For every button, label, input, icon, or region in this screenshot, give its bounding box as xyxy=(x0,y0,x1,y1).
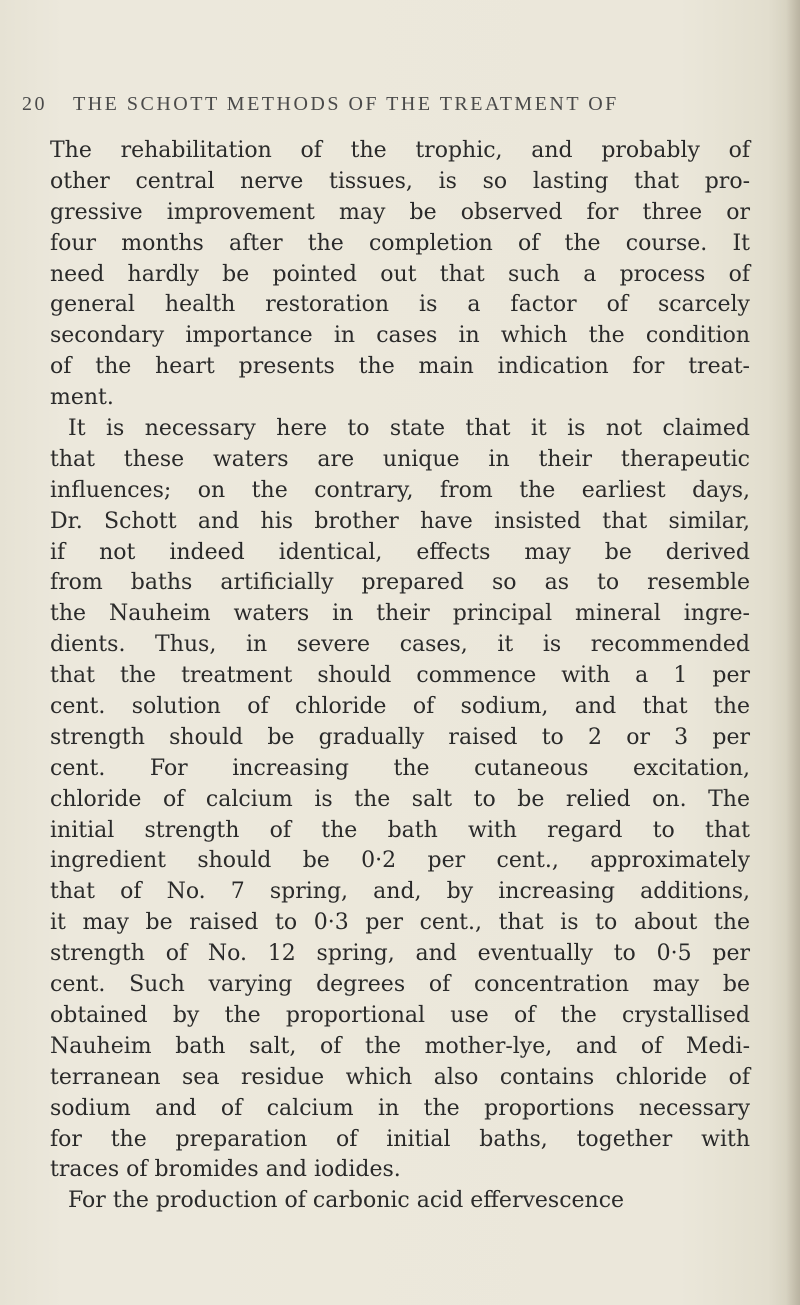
text-line: strength of No. 12 spring, and eventually to 0·5 per xyxy=(50,941,750,967)
text-line: cent. solution of chloride of sodium, and that the xyxy=(50,694,750,720)
text-line: Nauheim bath salt, of the mother-lye, and of Medi- xyxy=(50,1033,750,1059)
text-line: strength should be gradually raised to 2 or 3 per xyxy=(50,724,750,750)
text-line: for the preparation of initial baths, together with xyxy=(50,1126,750,1152)
text-line: ingredient should be 0·2 per cent., approximately xyxy=(50,848,750,874)
text-line: influences; on the contrary, from the earliest days, xyxy=(50,477,750,503)
text-line: chloride of calcium is the salt to be relied on. The xyxy=(50,786,750,812)
text-line: it may be raised to 0·3 per cent., that is to about the xyxy=(50,910,750,936)
text-line: Dr. Schott and his brother have insisted that similar, xyxy=(50,508,750,534)
text-line: terranean sea residue which also contains chloride of xyxy=(50,1064,750,1090)
text-line: that the treatment should commence with a 1 per xyxy=(50,663,750,689)
text-line: if not indeed identical, effects may be derived xyxy=(50,539,750,565)
text-line: the Nauheim waters in their principal mineral ingre- xyxy=(50,601,750,627)
text-line: secondary importance in cases in which the condition xyxy=(50,323,750,349)
body-text xyxy=(50,136,750,1217)
text-line: obtained by the proportional use of the crystallised xyxy=(50,1002,750,1028)
text-line: need hardly be pointed out that such a process of xyxy=(50,261,750,287)
text-line: The rehabilitation of the trophic, and probably of xyxy=(50,138,750,163)
text-line: from baths artificially prepared so as to resemble xyxy=(50,570,750,596)
page-edge-shadow xyxy=(786,0,800,1305)
text-line: cent. Such varying degrees of concentration may be xyxy=(50,972,750,998)
running-title: THE SCHOTT METHODS OF THE TREATMENT OF xyxy=(73,93,619,115)
text-line: For the production of carbonic acid effervescence xyxy=(68,1188,625,1214)
page-number: 20 xyxy=(22,93,47,115)
text-line: general health restoration is a factor of scarcely xyxy=(50,292,750,318)
text-line: dients. Thus, in severe cases, it is recommended xyxy=(50,632,750,658)
text-line: that of No. 7 spring, and, by increasing additions, xyxy=(50,879,750,905)
text-line: cent. For increasing the cutaneous excitation, xyxy=(50,755,750,781)
text-line: of the heart presents the main indication for treat- xyxy=(50,354,750,380)
text-line: other central nerve tissues, is so lasting that pro- xyxy=(50,168,750,194)
text-line: gressive improvement may be observed for three or xyxy=(50,199,750,225)
text-line: ment. xyxy=(50,385,114,411)
text-line: initial strength of the bath with regard to that xyxy=(50,817,750,843)
text-line: traces of bromides and iodides. xyxy=(50,1157,401,1183)
running-head xyxy=(22,93,782,116)
text-line: that these waters are unique in their therapeutic xyxy=(50,446,750,472)
text-line: It is necessary here to state that it is not claimed xyxy=(68,416,750,442)
text-line: sodium and of calcium in the proportions necessary xyxy=(50,1095,750,1121)
text-line: four months after the completion of the course. It xyxy=(50,230,750,256)
